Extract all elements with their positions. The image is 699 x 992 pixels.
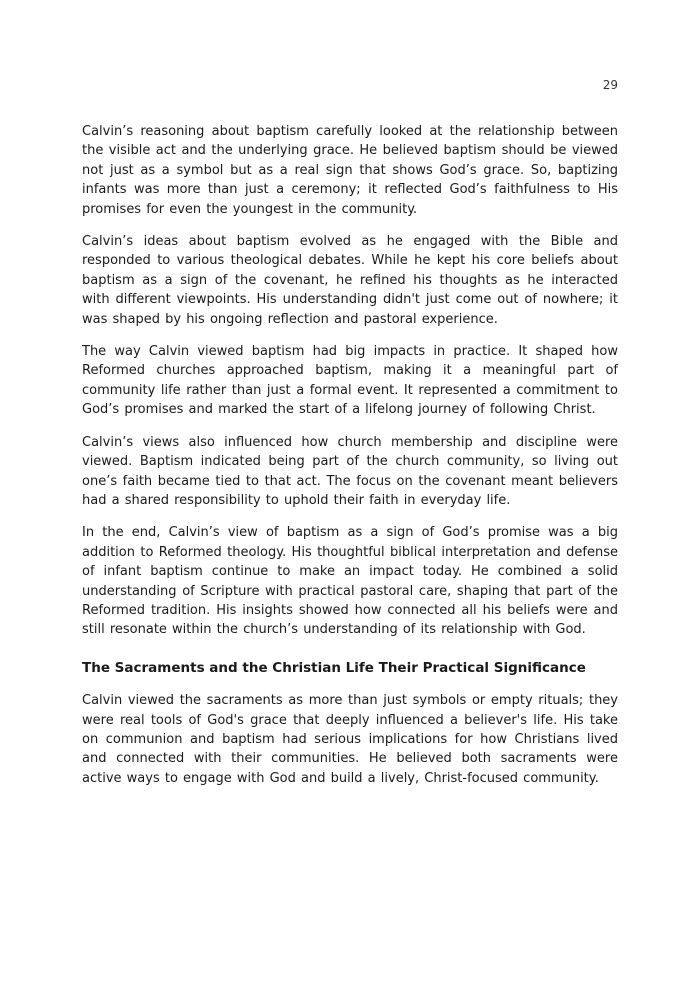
paragraph: The way Calvin viewed baptism had big impacts in practice. It shaped how Reformed churches approached baptism, making it a meaningful part of community life rather than just a formal event. It represented a commitment to God’s promises and marked the start of a lifelong journey of following Christ. xyxy=(82,344,618,418)
paragraph: Calvin’s ideas about baptism evolved as he engaged with the Bible and responded to various theological debates. While he kept his core beliefs about baptism as a sign of the covenant, he refined his thoughts as he interacted with different viewpoints. His understanding didn't just come out of nowhere; it was shaped by his ongoing reflection and pastoral experience. xyxy=(82,234,618,327)
page-content xyxy=(82,78,618,801)
paragraph: Calvin’s reasoning about baptism carefully looked at the relationship between the visible act and the underlying grace. He believed baptism should be viewed not just as a symbol but as a real sign that shows God’s grace. So, baptizing infants was more than just a ceremony; it reflected God’s faithfulness to His promises for even the youngest in the community. xyxy=(82,124,618,217)
paragraph: Calvin viewed the sacraments as more than just symbols or empty rituals; they were real tools of God's grace that deeply influenced a believer's life. His take on communion and baptism had serious implications for how Christians lived and connected with their communities. He believed both sacraments were active ways to engage with God and build a lively, Christ-focused community. xyxy=(82,693,618,786)
section-heading: The Sacraments and the Christian Life Their Practical Significance xyxy=(82,659,586,676)
page-number: 29 xyxy=(602,78,618,92)
paragraph: Calvin’s views also influenced how church membership and discipline were viewed. Baptism indicated being part of the church community, so living out one’s faith became tied to that act. The focus on the covenant meant believers had a shared responsibility to uphold their faith in everyday life. xyxy=(82,434,618,508)
paragraph: In the end, Calvin’s view of baptism as a sign of God’s promise was a big addition to Reformed theology. His thoughtful biblical interpretation and defense of infant baptism continue to make an impact today. He combined a solid understanding of Scripture with practical pastoral care, shaping that part of the Reformed tradition. His insights showed how connected all his beliefs were and still resonate within the church’s understanding of its relationship with God. xyxy=(82,525,618,638)
